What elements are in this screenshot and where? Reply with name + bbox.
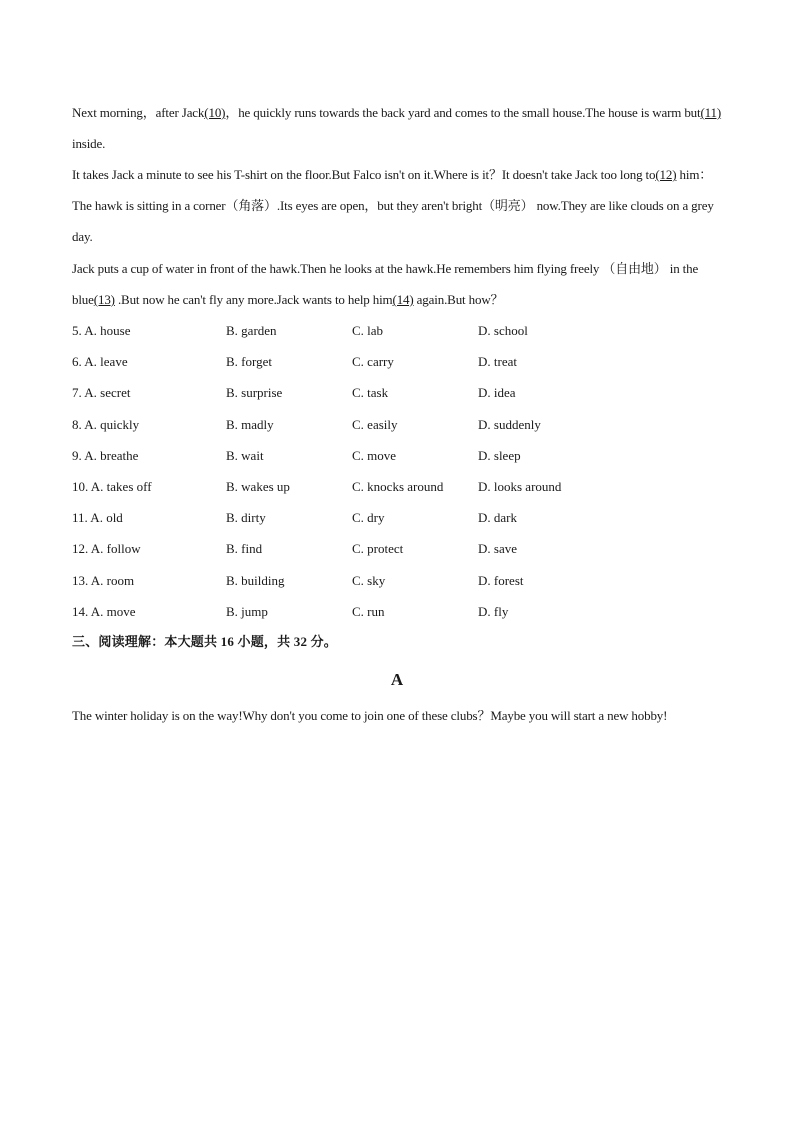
option-b: B. surprise: [226, 385, 283, 401]
blank-12: (12): [655, 167, 677, 182]
passage-paragraph-3: [72, 253, 722, 315]
option-d: D. idea: [478, 385, 516, 401]
blank-10: (10): [204, 105, 226, 120]
option-b: B. dirty: [226, 510, 266, 526]
option-b: B. wakes up: [226, 478, 290, 494]
question-row: [72, 596, 722, 627]
question-row: [72, 565, 722, 596]
option-a: 9. A. breathe: [72, 447, 139, 463]
option-c: C. run: [352, 603, 385, 619]
option-d: D. dark: [478, 510, 517, 526]
option-c: C. task: [352, 385, 389, 401]
option-c: C. dry: [352, 510, 385, 526]
passage-text: him：The hawk is sitting in a corner（角落）.Its eyes are open，but they aren't bright（明亮） now.They are like clouds on a grey day.: [72, 167, 714, 244]
option-a: 13. A. room: [72, 572, 135, 588]
passage-text: Jack puts a cup of water in front of the hawk.Then he looks at the hawk.He remembers him flying freely （自由地） in the blue: [72, 261, 699, 307]
passage-text: Next morning，after Jack: [72, 105, 205, 120]
passage-text: inside.: [72, 136, 106, 151]
option-a: 8. A. quickly: [72, 416, 140, 432]
option-b: B. wait: [226, 447, 264, 463]
option-b: B. jump: [226, 603, 268, 619]
option-d: D. fly: [478, 603, 509, 619]
question-row: [72, 346, 722, 377]
option-a: 5. A. house: [72, 323, 131, 338]
option-c: C. lab: [352, 323, 384, 338]
blank-11: (11): [700, 105, 722, 120]
option-b: B. building: [226, 572, 285, 588]
option-b: B. find: [226, 541, 263, 557]
option-c: C. easily: [352, 416, 398, 432]
option-c: C. carry: [352, 354, 394, 370]
option-c: C. sky: [352, 572, 386, 588]
question-row: [72, 315, 722, 346]
blank-13: (13): [93, 292, 115, 307]
question-row: [72, 409, 722, 440]
option-a: 7. A. secret: [72, 385, 131, 401]
option-d: D. sleep: [478, 447, 521, 463]
passage-paragraph-1: [72, 97, 722, 159]
passage-text: It takes Jack a minute to see his T-shirt on the floor.But Falco isn't on it.Where is it？It doesn't take Jack too long to: [72, 167, 656, 182]
option-c: C. protect: [352, 541, 404, 557]
option-c: C. move: [352, 447, 397, 463]
option-a: 11. A. old: [72, 510, 123, 526]
answer-options: [72, 315, 722, 627]
passage-paragraph-2: [72, 159, 722, 252]
blank-14: (14): [392, 292, 414, 307]
option-c: C. knocks around: [352, 478, 444, 494]
option-b: B. forget: [226, 354, 272, 370]
section-heading: 三、阅读理解：本大题共 16 小题，共 32 分。: [72, 634, 338, 649]
option-d: D. save: [478, 541, 517, 557]
question-row: [72, 440, 722, 471]
option-d: D. school: [478, 323, 528, 338]
question-row: [72, 471, 722, 502]
passage-text: again.But how？: [413, 292, 504, 307]
passage-text: ，he quickly runs towards the back yard and comes to the small house.The house is warm but: [225, 105, 701, 120]
option-b: B. garden: [226, 323, 277, 338]
reading-intro: The winter holiday is on the way!Why don't you come to join one of these clubs？Maybe you will start a new hobby!: [72, 708, 668, 723]
option-d: D. treat: [478, 354, 517, 370]
question-row: [72, 377, 722, 408]
question-row: [72, 502, 722, 533]
option-a: 6. A. leave: [72, 354, 128, 370]
option-d: D. forest: [478, 572, 524, 588]
option-a: 12. A. follow: [72, 541, 141, 557]
option-a: 14. A. move: [72, 603, 136, 619]
passage-text: .But now he can't fly any more.Jack wants to help him: [114, 292, 393, 307]
option-a: 10. A. takes off: [72, 478, 152, 494]
option-d: D. looks around: [478, 478, 562, 494]
option-b: B. madly: [226, 416, 274, 432]
question-row: [72, 533, 722, 564]
reading-heading: A: [390, 670, 404, 689]
option-d: D. suddenly: [478, 416, 541, 432]
